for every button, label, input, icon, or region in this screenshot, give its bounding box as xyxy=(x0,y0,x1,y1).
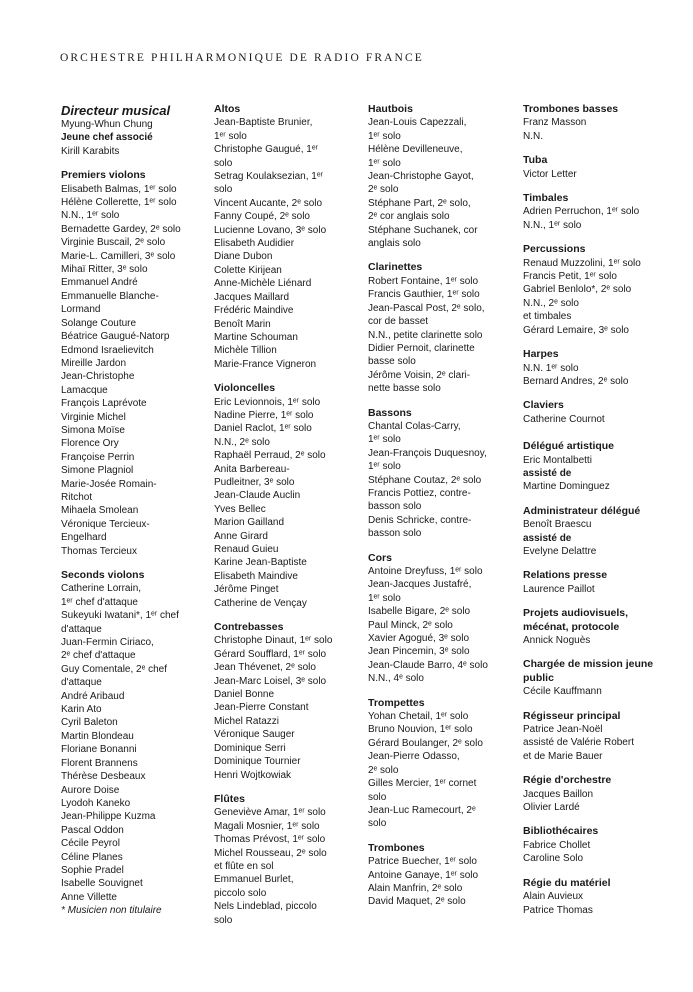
section-heading: Flûtes xyxy=(214,792,245,805)
roster-line: Thomas Prévost, 1ᵉʳ solo xyxy=(214,834,326,846)
roster-line: Karine Jean-Baptiste xyxy=(214,557,307,569)
roster-line: Dominique Tournier xyxy=(214,756,301,768)
roster-line: Fanny Coupé, 2ᵉ solo xyxy=(214,211,310,223)
roster-section xyxy=(523,825,671,865)
roster-line: Marie-France Vigneron xyxy=(214,358,317,370)
roster-line: Isabelle Souvignet xyxy=(61,878,143,890)
roster-line: Colette Kirijean xyxy=(214,264,282,276)
roster-line: solo xyxy=(368,791,387,803)
roster-line: Isabelle Bigare, 2ᵉ solo xyxy=(368,606,471,618)
roster-section xyxy=(214,793,362,927)
roster-line: Caroline Solo xyxy=(523,853,584,865)
roster-line: Patrice Jean-Noël xyxy=(523,724,603,736)
roster-line: Gérard Soufflard, 1ᵉʳ solo xyxy=(214,648,327,660)
roster-line: 2ᵉ solo xyxy=(368,184,399,196)
roster-line: d'attaque xyxy=(61,677,102,689)
roster-line: Christophe Dinaut, 1ᵉʳ solo xyxy=(214,635,333,647)
roster-line: Benoît Braescu xyxy=(523,519,592,531)
roster-line: Francis Gauthier, 1ᵉʳ solo xyxy=(368,289,480,301)
roster-line: Cécile Kauffmann xyxy=(523,686,602,698)
roster-line: Stéphane Coutaz, 2ᵉ solo xyxy=(368,474,482,486)
section-heading: Altos xyxy=(214,103,241,115)
section-heading: Percussions xyxy=(523,243,586,256)
roster-line: Jean-Pierre Constant xyxy=(214,702,309,714)
roster-line: cor de basset xyxy=(368,316,429,328)
roster-line: Alain Manfrin, 2ᵉ solo xyxy=(368,882,463,894)
roster-line: 2ᵉ chef d'attaque xyxy=(61,650,136,662)
roster-section xyxy=(368,697,516,831)
roster-line: solo xyxy=(214,157,233,169)
section-heading: Violoncelles xyxy=(214,382,276,395)
roster-line: * Musicien non titulaire xyxy=(61,905,162,917)
roster-line: Nels Lindeblad, piccolo xyxy=(214,901,317,913)
section-heading: Trombones basses xyxy=(523,103,619,115)
roster-line: basson solo xyxy=(368,528,422,540)
roster-line: Michel Rousseau, 2ᵉ solo xyxy=(214,847,327,859)
roster-line: N.N., 1ᵉʳ solo xyxy=(523,219,582,231)
section-heading: Bibliothécaires xyxy=(523,825,599,838)
roster-line: N.N., petite clarinette solo xyxy=(368,329,483,341)
roster-line: Cécile Peyrol xyxy=(61,838,120,850)
roster-line: Anne-Michèle Liénard xyxy=(214,278,312,290)
roster-line: Virginie Buscail, 2ᵉ solo xyxy=(61,237,166,249)
roster-line: piccolo solo xyxy=(214,887,267,899)
roster-line: Denis Schricke, contre- xyxy=(368,514,472,526)
roster-line: Marie-L. Camilleri, 3ᵉ solo xyxy=(61,250,176,262)
section-heading: Projets audiovisuels, mécénat, protocole xyxy=(523,607,629,633)
section-heading: Clarinettes xyxy=(368,261,423,274)
column-4 xyxy=(523,103,671,928)
roster-section xyxy=(368,103,516,250)
roster-line: Patrice Thomas xyxy=(523,904,593,916)
roster-line: Lucienne Lovano, 3ᵉ solo xyxy=(214,224,327,236)
roster-line: Elisabeth Balmas, 1ᵉʳ solo xyxy=(61,183,177,195)
roster-line: Cyril Baleton xyxy=(61,717,118,729)
roster-line: Jean-Baptiste Brunier, xyxy=(214,117,313,129)
roster-line: Edmond Israelievitch xyxy=(61,344,154,356)
roster-line: assisté de xyxy=(523,467,572,479)
roster-line: André Aribaud xyxy=(61,690,125,702)
roster-line: Emmanuel Burlet, xyxy=(214,874,294,886)
roster-line: Renaud Muzzolini, 1ᵉʳ solo xyxy=(523,257,641,269)
roster-line: Engelhard xyxy=(61,532,107,544)
roster-line: Jérôme Voisin, 2ᵉ clari- xyxy=(368,369,471,381)
roster-line: Francis Pottiez, contre- xyxy=(368,487,471,499)
roster-line: et timbales xyxy=(523,311,572,323)
roster-section xyxy=(523,877,671,917)
section-heading: Régie du matériel xyxy=(523,876,611,889)
roster-section xyxy=(368,407,516,541)
roster-line: Catherine Cournot xyxy=(523,413,605,425)
roster-line: Anne Girard xyxy=(214,530,268,542)
roster-line: Didier Pernoit, clarinette xyxy=(368,342,475,354)
roster-section xyxy=(523,569,671,596)
roster-line: Paul Minck, 2ᵉ solo xyxy=(368,619,453,631)
roster-line: solo xyxy=(214,914,233,926)
roster-section xyxy=(368,842,516,909)
section-heading: Trombones xyxy=(368,841,425,854)
roster-line: Evelyne Delattre xyxy=(523,545,597,557)
roster-line: solo xyxy=(214,184,233,196)
roster-section xyxy=(523,243,671,337)
roster-line: N.N., 1ᵉʳ solo xyxy=(61,210,120,222)
roster-line: Jérôme Pinget xyxy=(214,584,279,596)
roster-line: Lormand xyxy=(61,304,101,316)
column-1 xyxy=(61,103,209,929)
roster-line: Annick Noguès xyxy=(523,635,591,646)
roster-line: Jean-Marc Loisel, 3ᵉ solo xyxy=(214,675,327,687)
roster-line: Florence Ory xyxy=(61,438,119,450)
roster-line: Dominique Serri xyxy=(214,742,286,754)
roster-line: Virginie Michel xyxy=(61,411,126,423)
roster-line: Magali Mosnier, 1ᵉʳ solo xyxy=(214,820,320,832)
roster-line: Bernadette Gardey, 2ᵉ solo xyxy=(61,223,181,235)
roster-line: Véronique Sauger xyxy=(214,729,295,741)
section-heading: Relations presse xyxy=(523,569,608,582)
roster-section xyxy=(523,710,671,764)
roster-line: N.N., 4ᵉ solo xyxy=(368,673,424,685)
roster-line: Myung-Whun Chung xyxy=(61,119,153,130)
roster-line: Jean-François Duquesnoy, xyxy=(368,447,487,459)
roster-line: Xavier Agogué, 3ᵉ solo xyxy=(368,633,470,645)
roster-line: Benoît Marin xyxy=(214,318,271,330)
roster-section xyxy=(368,261,516,395)
roster-line: assisté de Valérie Robert xyxy=(523,737,634,749)
roster-section xyxy=(523,440,671,494)
roster-line: Sophie Pradel xyxy=(61,864,124,876)
roster-line: 1ᵉʳ solo xyxy=(368,461,401,473)
section-heading: Trompettes xyxy=(368,696,425,709)
roster-line: Ritchot xyxy=(61,491,93,503)
roster-line: Laurence Paillot xyxy=(523,583,595,595)
roster-section xyxy=(61,103,209,158)
section-heading: Bassons xyxy=(368,406,412,419)
roster-line: Yves Bellec xyxy=(214,503,266,515)
roster-line: Floriane Bonanni xyxy=(61,744,137,756)
roster-line: 2ᵉ solo xyxy=(368,764,399,776)
section-heading: Harpes xyxy=(523,348,559,361)
roster-line: 1ᵉʳ solo xyxy=(368,130,401,142)
roster-section xyxy=(523,348,671,388)
roster-line: Geneviève Amar, 1ᵉʳ solo xyxy=(214,807,326,819)
roster-section xyxy=(214,621,362,782)
roster-line: Jean Thévenet, 2ᵉ solo xyxy=(214,662,316,674)
roster-line: Vincent Aucante, 2ᵉ solo xyxy=(214,197,323,209)
roster-line: Jean-Pascal Post, 2ᵉ solo, xyxy=(368,302,485,314)
roster-line: et de Marie Bauer xyxy=(523,750,603,762)
roster-line: Lamacque xyxy=(61,384,108,396)
roster-line: Emmanuelle Blanche- xyxy=(61,290,159,302)
roster-line: Raphaël Perraud, 2ᵉ solo xyxy=(214,450,326,462)
roster-line: Jacques Baillon xyxy=(523,788,594,800)
roster-section xyxy=(523,192,671,232)
roster-line: Jean-Claude Barro, 4ᵉ solo xyxy=(368,659,488,671)
roster-line: Jean-Jacques Justafré, xyxy=(368,579,472,591)
roster-line: Guy Comentale, 2ᵉ chef xyxy=(61,663,167,675)
section-heading: Régie d'orchestre xyxy=(523,774,612,787)
page-title: ORCHESTRE PHILHARMONIQUE DE RADIO FRANCE xyxy=(60,52,424,64)
roster-line: Catherine de Vençay xyxy=(214,597,307,609)
roster-line: Emmanuel André xyxy=(61,277,138,289)
roster-line: Mihaela Smolean xyxy=(61,505,139,517)
roster-line: et flûte en sol xyxy=(214,860,274,872)
roster-line: Alain Auvieux xyxy=(523,891,584,903)
section-heading: Chargée de mission jeune public xyxy=(523,658,654,684)
roster-line: Kirill Karabits xyxy=(61,145,120,157)
section-heading: Régisseur principal xyxy=(523,709,621,722)
section-heading: Tuba xyxy=(523,154,548,167)
roster-line: Simone Plagniol xyxy=(61,465,134,477)
roster-line: Béatrice Gaugué-Natorp xyxy=(61,331,170,343)
roster-line: Henri Wojtkowiak xyxy=(214,769,292,781)
roster-line: Bernard Andres, 2ᵉ solo xyxy=(523,375,629,387)
roster-line: Juan-Fermin Ciriaco, xyxy=(61,637,154,649)
roster-line: Lyodoh Kaneko xyxy=(61,797,131,809)
roster-section xyxy=(523,505,671,559)
roster-line: Bruno Nouvion, 1ᵉʳ solo xyxy=(368,724,473,736)
roster-line: Martine Dominguez xyxy=(523,481,610,493)
roster-line: Eric Montalbetti xyxy=(523,454,592,466)
roster-line: Francis Petit, 1ᵉʳ solo xyxy=(523,271,617,283)
roster-line: Solange Couture xyxy=(61,317,137,329)
section-heading: Claviers xyxy=(523,399,564,412)
roster-line: Jacques Maillard xyxy=(214,291,290,303)
roster-line: Patrice Buecher, 1ᵉʳ solo xyxy=(368,856,477,868)
roster-line: Pudleitner, 3ᵉ solo xyxy=(214,476,295,488)
roster-line: Véronique Tercieux- xyxy=(61,518,150,530)
roster-line: Mireille Jardon xyxy=(61,357,127,369)
roster-line: Jeune chef associé xyxy=(61,132,153,144)
roster-line: 1ᵉʳ solo xyxy=(368,157,401,169)
section-heading: Premiers violons xyxy=(61,169,146,182)
roster-line: Pascal Oddon xyxy=(61,824,124,836)
roster-line: Marion Gailland xyxy=(214,517,285,529)
roster-line: Victor Letter xyxy=(523,168,577,180)
roster-line: Jean-Claude Auclin xyxy=(214,490,301,502)
roster-section xyxy=(214,382,362,610)
roster-line: Renaud Guieu xyxy=(214,544,279,555)
roster-line: Daniel Raclot, 1ᵉʳ solo xyxy=(214,423,312,435)
section-heading: Contrebasses xyxy=(214,621,284,634)
roster-section xyxy=(61,569,209,918)
roster-line: Antoine Ganaye, 1ᵉʳ solo xyxy=(368,869,479,881)
roster-line: 1ᵉʳ chef d'attaque xyxy=(61,596,138,608)
roster-line: Sukeyuki Iwatani*, 1ᵉʳ chef xyxy=(61,610,179,622)
roster-line: assisté de xyxy=(523,532,572,544)
roster-line: N.N. 1ᵉʳ solo xyxy=(523,362,579,374)
roster-line: 2ᵉ cor anglais solo xyxy=(368,211,450,223)
roster-line: Hélène Devilleneuve, xyxy=(368,144,463,156)
column-2 xyxy=(214,103,362,938)
roster-line: Jean-Philippe Kuzma xyxy=(61,811,156,823)
roster-line: d'attaque xyxy=(61,623,102,635)
roster-section xyxy=(61,169,209,558)
roster-line: anglais solo xyxy=(368,238,421,250)
roster-section xyxy=(214,103,362,371)
roster-line: 1ᵉʳ solo xyxy=(368,592,401,604)
section-heading: Délégué artistique xyxy=(523,440,615,453)
roster-line: Jean-Louis Capezzali, xyxy=(368,117,467,129)
roster-line: Gilles Mercier, 1ᵉʳ cornet xyxy=(368,778,477,790)
roster-line: Stéphane Suchanek, cor xyxy=(368,224,478,236)
roster-line: solo xyxy=(368,818,387,830)
roster-line: Christophe Gaugué, 1ᵉʳ xyxy=(214,144,318,156)
roster-line: Martine Schouman xyxy=(214,331,298,343)
roster-line: Catherine Lorrain, xyxy=(61,583,142,595)
roster-section xyxy=(523,658,671,698)
roster-section xyxy=(523,774,671,814)
roster-line: Elisabeth Audidier xyxy=(214,238,295,250)
section-heading: Hautbois xyxy=(368,103,413,115)
roster-line: Jean-Pierre Odasso, xyxy=(368,751,460,763)
roster-line: Michèle Tillion xyxy=(214,345,277,357)
roster-line: Céline Planes xyxy=(61,851,123,863)
roster-line: Setrag Koulaksezian, 1ᵉʳ xyxy=(214,171,323,183)
roster-line: Nadine Pierre, 1ᵉʳ solo xyxy=(214,409,314,421)
roster-line: Anne Villette xyxy=(61,891,117,903)
roster-line: Thomas Tercieux xyxy=(61,545,137,557)
roster-line: Marie-Josée Romain- xyxy=(61,478,157,490)
roster-section xyxy=(523,399,671,426)
roster-line: N.N. xyxy=(523,130,543,142)
roster-line: Franz Masson xyxy=(523,117,587,129)
roster-line: basse solo xyxy=(368,356,416,368)
roster-line: basson solo xyxy=(368,501,422,513)
roster-line: Stéphane Part, 2ᵉ solo, xyxy=(368,197,471,209)
roster-line: Olivier Lardé xyxy=(523,802,580,814)
roster-line: Aurore Doise xyxy=(61,784,120,796)
roster-section xyxy=(368,552,516,686)
roster-line: Anita Barbereau- xyxy=(214,463,290,475)
roster-line: Florent Brannens xyxy=(61,757,138,769)
section-heading: Cors xyxy=(368,551,392,564)
roster-line: N.N., 2ᵉ solo xyxy=(214,436,270,448)
roster-line: Diane Dubon xyxy=(214,251,273,263)
roster-line: Daniel Bonne xyxy=(214,689,275,701)
roster-line: N.N., 2ᵉ solo xyxy=(523,297,579,309)
roster-line: Mihaï Ritter, 3ᵉ solo xyxy=(61,264,148,276)
roster-line: Martin Blondeau xyxy=(61,730,134,742)
roster-line: Fabrice Chollet xyxy=(523,839,591,851)
roster-line: Yohan Chetail, 1ᵉʳ solo xyxy=(368,711,469,723)
roster-line: Gérard Boulanger, 2ᵉ solo xyxy=(368,737,483,749)
roster-line: Jean-Christophe Gayot, xyxy=(368,171,474,183)
roster-line: Gabriel Benlolo*, 2ᵉ solo xyxy=(523,284,632,296)
roster-line: Simona Moïse xyxy=(61,424,125,436)
roster-line: Françoise Perrin xyxy=(61,451,135,463)
roster-line: Jean Pincemin, 3ᵉ solo xyxy=(368,646,470,658)
roster-line: Chantal Colas-Carry, xyxy=(368,420,461,432)
roster-line: Jean-Luc Ramecourt, 2ᵉ xyxy=(368,804,476,816)
roster-line: David Maquet, 2ᵉ solo xyxy=(368,896,466,908)
roster-line: Hélène Collerette, 1ᵉʳ solo xyxy=(61,197,177,209)
roster-line: Eric Levionnois, 1ᵉʳ solo xyxy=(214,396,321,408)
section-heading: Seconds violons xyxy=(61,569,145,581)
roster-section xyxy=(523,607,671,647)
column-3 xyxy=(368,103,516,920)
roster-line: 1ᵉʳ solo xyxy=(214,130,247,142)
roster-section xyxy=(523,103,671,143)
section-heading: Timbales xyxy=(523,192,569,205)
roster-line: Robert Fontaine, 1ᵉʳ solo xyxy=(368,275,479,287)
roster-line: Frédéric Maindive xyxy=(214,305,294,317)
roster-line: nette basse solo xyxy=(368,383,441,395)
roster-line: Michel Ratazzi xyxy=(214,715,280,727)
roster-line: Elisabeth Maindive xyxy=(214,570,298,582)
roster-line: François Laprévote xyxy=(61,398,147,410)
section-heading: Directeur musical xyxy=(61,103,171,118)
roster-line: 1ᵉʳ solo xyxy=(368,434,401,446)
roster-line: Adrien Perruchon, 1ᵉʳ solo xyxy=(523,206,640,218)
roster-section xyxy=(523,154,671,181)
roster-line: Karin Ato xyxy=(61,704,102,716)
roster-line: Gérard Lemaire, 3ᵉ solo xyxy=(523,324,629,336)
section-heading: Administrateur délégué xyxy=(523,504,641,517)
roster-line: Antoine Dreyfuss, 1ᵉʳ solo xyxy=(368,566,483,577)
roster-line: Jean-Christophe xyxy=(61,371,135,383)
roster-line: Thérèse Desbeaux xyxy=(61,771,146,783)
